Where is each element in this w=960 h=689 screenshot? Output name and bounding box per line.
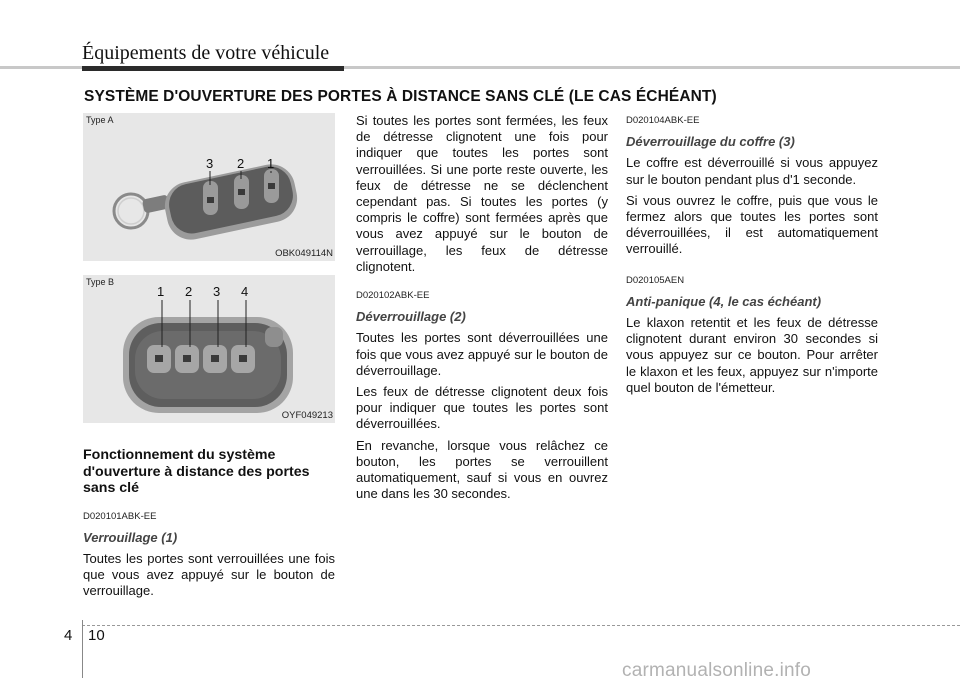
figure-type-label: Type A	[86, 115, 114, 125]
callout-1: 1	[267, 156, 275, 171]
reference-code: D020105AEN	[626, 274, 685, 286]
section-title: SYSTÈME D'OUVERTURE DES PORTES À DISTANCE SANS CLÉ (LE CAS ÉCHÉANT)	[84, 88, 717, 105]
header-rule-accent	[82, 66, 344, 71]
figure-type-b	[83, 275, 335, 423]
callout-4: 4	[241, 284, 249, 299]
reference-code: D020102ABK-EE	[356, 290, 430, 302]
chapter-number: 4	[64, 627, 73, 644]
feature-heading-trunk: Déverrouillage du coffre (3)	[626, 134, 795, 150]
watermark: carmanualsonline.info	[622, 660, 812, 681]
subsection-heading: Fonctionnement du système d'ouverture à distance des portes sans clé	[83, 447, 310, 496]
body-text: Toutes les portes sont déverrouillées une fois que vous avez appuyé sur le bouton de déverrouillage.	[356, 330, 608, 378]
body-text: Les feux de détresse clignotent deux fois pour indiquer que toutes les portes sont déverrouillées.	[356, 384, 608, 432]
column-1	[83, 447, 335, 605]
column-3	[626, 113, 878, 401]
chapter-title: Équipements de votre véhicule	[82, 42, 330, 64]
figure-code: OBK049114N	[275, 248, 333, 259]
footer-divider	[82, 620, 83, 678]
body-text: Le klaxon retentit et les feux de détresse clignotent durant environ 30 secondes si vous appuyez sur ce bouton. Pour arrêter le klaxon et les feux, appuyez sur n'importe quel bouton de l'émetteur.	[626, 315, 878, 395]
callout-1: 1	[157, 284, 165, 299]
callout-3: 3	[213, 284, 221, 299]
key-fob-type-b-illustration	[83, 275, 335, 423]
column-2	[356, 113, 608, 507]
body-text: En revanche, lorsque vous relâchez ce bouton, les portes se verrouillent automatiquement, sauf si vous en ouvrez une dans les 30 secondes.	[356, 437, 608, 502]
page-number: 10	[88, 627, 105, 644]
feature-heading-lock: Verrouillage (1)	[83, 529, 178, 545]
feature-heading-panic: Anti-panique (4, le cas échéant)	[626, 293, 822, 309]
callout-2: 2	[185, 284, 193, 299]
body-text: Toutes les portes sont verrouillées une fois que vous avez appuyé sur le bouton de verrouillage.	[83, 550, 335, 599]
figure-type-label: Type B	[86, 277, 115, 287]
body-text: Le coffre est déverrouillé si vous appuyez sur le bouton pendant plus d'1 seconde.	[626, 155, 878, 187]
body-text: Si toutes les portes sont fermées, les feux de détresse clignotent une fois pour indiquer que toutes les portes sont verrouillées. Si une porte reste ouverte, les feux de détresse ne se déclenchent cependant pas. Si toutes les portes (y compris le coffre) sont fermées après que vous avez appuyé sur le bouton de verrouillage, les feux de détresse clignotent.	[356, 113, 608, 274]
key-fob-type-a-illustration	[83, 113, 335, 261]
body-text: Si vous ouvrez le coffre, puis que vous le fermez alors que toutes les portes sont déverrouillées, il est automatiquement verrouillé.	[626, 192, 878, 257]
reference-code: D020101ABK-EE	[83, 510, 157, 522]
footer-rule	[82, 625, 960, 626]
callout-2: 2	[237, 156, 245, 171]
figure-type-a	[83, 113, 335, 261]
figure-code: OYF049213	[281, 410, 333, 421]
callout-3: 3	[206, 156, 214, 171]
feature-heading-unlock: Déverrouillage (2)	[356, 309, 466, 325]
reference-code: D020104ABK-EE	[626, 115, 700, 126]
